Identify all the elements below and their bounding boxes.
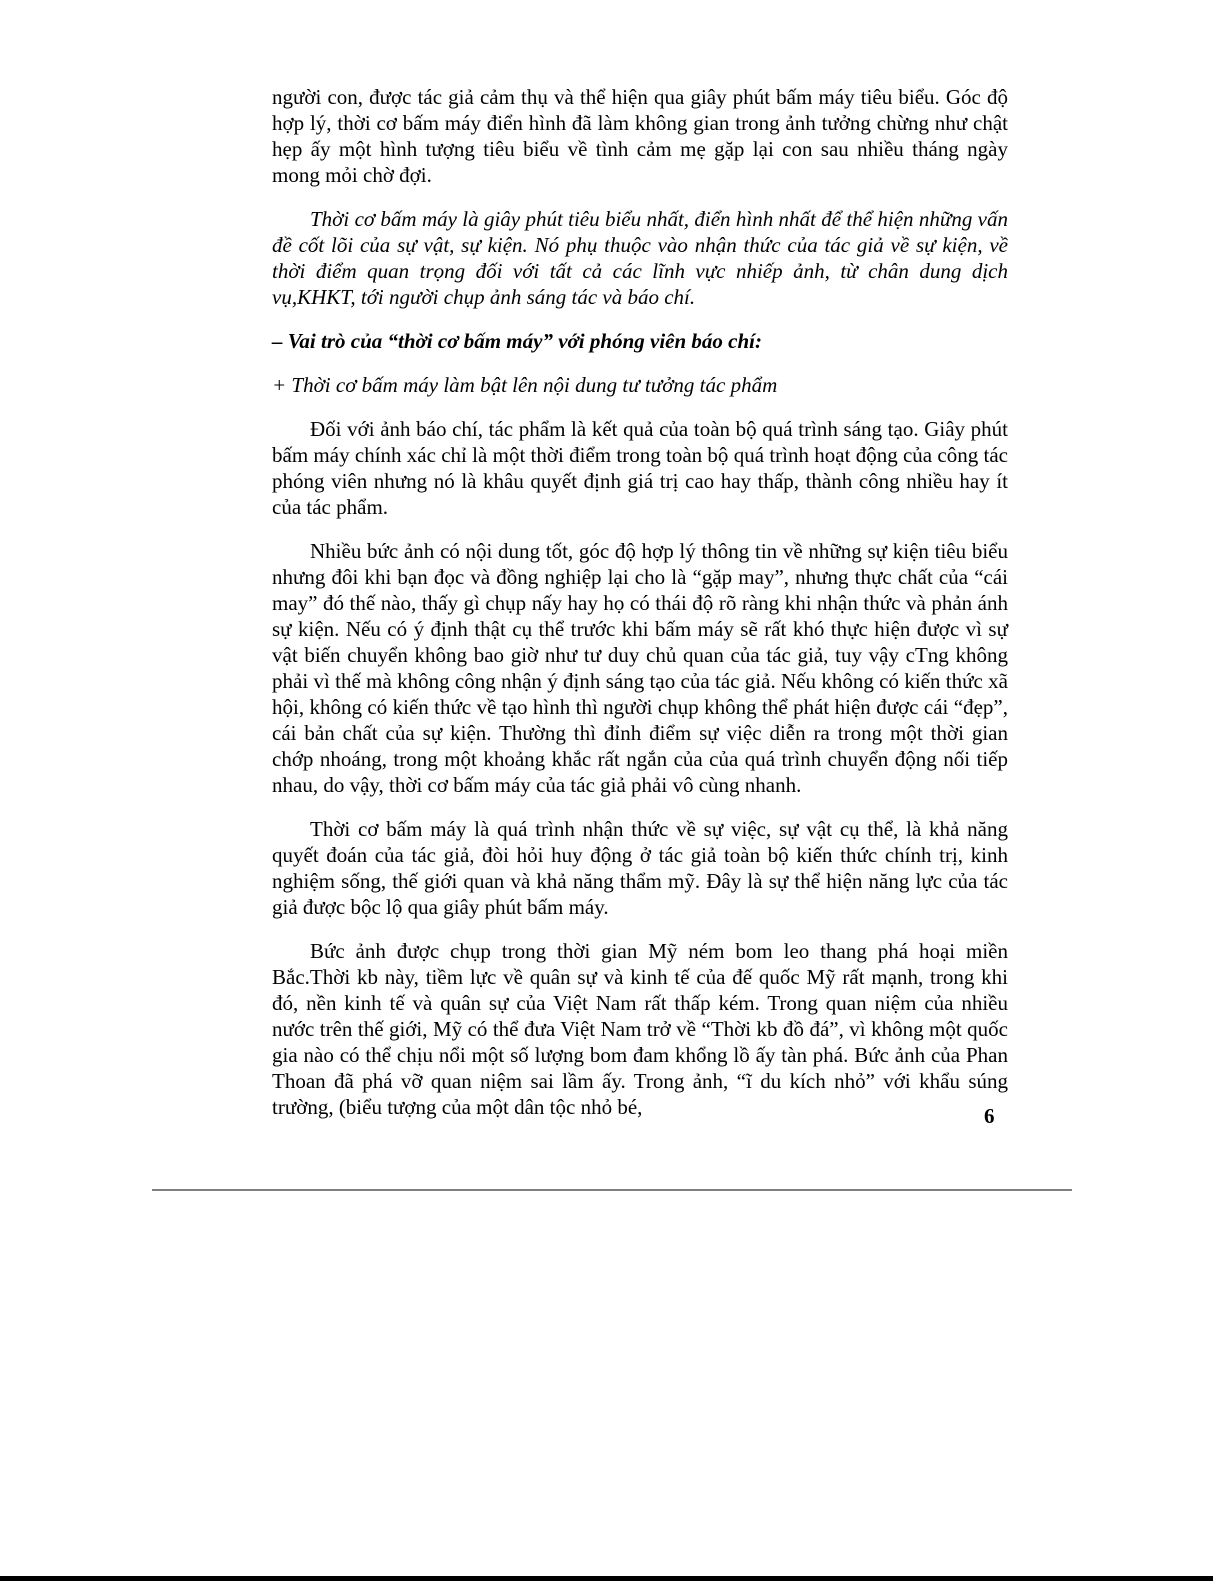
paragraph: – Vai trò của “thời cơ bấm máy” với phóng viên báo chí: <box>272 329 762 353</box>
paragraph: + Thời cơ bấm máy làm bật lên nội dung tư tưởng tác phẩm <box>272 373 778 397</box>
paragraph: Thời cơ bấm máy là giây phút tiêu biểu nhất, điển hình nhất để thể hiện những vấn đề cốt lõi của sự vật, sự kiện. Nó phụ thuộc vào nhận thức của tác giả về sự kiện, về thời điểm quan trọng đối với tất cả các lĩnh vực nhiếp ảnh, từ chân dung dịch vụ,KHKT, tới người chụp ảnh sáng tác và báo chí. <box>272 207 1008 309</box>
paragraph: người con, được tác giả cảm thụ và thể hiện qua giây phút bấm máy tiêu biểu. Góc độ hợp lý, thời cơ bấm máy điển hình đã làm không gian trong ảnh tưởng chừng như chật hẹp ấy một hình tượng tiêu biểu về tình cảm mẹ gặp lại con sau nhiều tháng ngày mong mỏi chờ đợi. <box>272 85 1008 187</box>
paragraph: Bức ảnh được chụp trong thời gian Mỹ ném bom leo thang phá hoại miền Bắc.Thời kb này, tiềm lực về quân sự và kinh tế của đế quốc Mỹ rất mạnh, trong khi đó, nền kinh tế và quân sự của Việt Nam rất thấp kém. Trong quan niệm của nhiều nước trên thế giới, Mỹ có thể đưa Việt Nam trở về “Thời kb đồ đá”, vì không một quốc gia nào có thể chịu nổi một số lượng bom đam khổng lồ ấy tàn phá. Bức ảnh của Phan Thoan đã phá vỡ quan niệm sai lầm ấy. Trong ảnh, “ĩ du kích nhỏ” với khẩu súng trường, (biểu tượng của một dân tộc nhỏ bé, <box>272 939 1008 1119</box>
paragraph: Đối với ảnh báo chí, tác phẩm là kết quả của toàn bộ quá trình sáng tạo. Giây phút bấm máy chính xác chỉ là một thời điểm trong toàn bộ quá trình hoạt động của công tác phóng viên nhưng nó là khâu quyết định giá trị cao hay thấp, thành công nhiều hay ít của tác phẩm. <box>272 417 1008 519</box>
document-body <box>272 84 1008 1138</box>
paragraph: Nhiều bức ảnh có nội dung tốt, góc độ hợp lý thông tin về những sự kiện tiêu biểu nhưng đôi khi bạn đọc và đồng nghiệp lại cho là “gặp may”, nhưng thực chất của “cái may” đó thế nào, thấy gì chụp nấy hay họ có thái độ rõ ràng khi nhận thức và phản ánh sự kiện. Nếu có ý định thật cụ thể trước khi bấm máy sẽ rất khó thực hiện được vì sự vật biến chuyển không bao giờ như tư duy chủ quan của tác giả, tuy vậy cTng không phải vì thế mà không công nhận ý định sáng tạo của tác giả. Nếu không có kiến thức xã hội, không có kiến thức về tạo hình thì người chụp không thể phát hiện được cái “đẹp”, cái bản chất của sự kiện. Thường thì đỉnh điểm sự việc diễn ra trong một thời gian chớp nhoáng, trong một khoảng khắc rất ngắn của của quá trình chuyển động nối tiếp nhau, do vậy, thời cơ bấm máy của tác giả phải vô cùng nhanh. <box>272 539 1008 797</box>
paragraph: Thời cơ bấm máy là quá trình nhận thức về sự việc, sự vật cụ thể, là khả năng quyết đoán của tác giả, đòi hỏi huy động ở tác giả toàn bộ kiến thức chính trị, kinh nghiệm sống, thế giới quan và khả năng thẩm mỹ. Đây là sự thể hiện năng lực của tác giả được bộc lộ qua giây phút bấm máy. <box>272 817 1008 919</box>
footer-divider-line <box>152 1189 1072 1191</box>
page-bottom-border <box>0 1576 1213 1581</box>
page-number: 6 <box>984 1104 995 1128</box>
